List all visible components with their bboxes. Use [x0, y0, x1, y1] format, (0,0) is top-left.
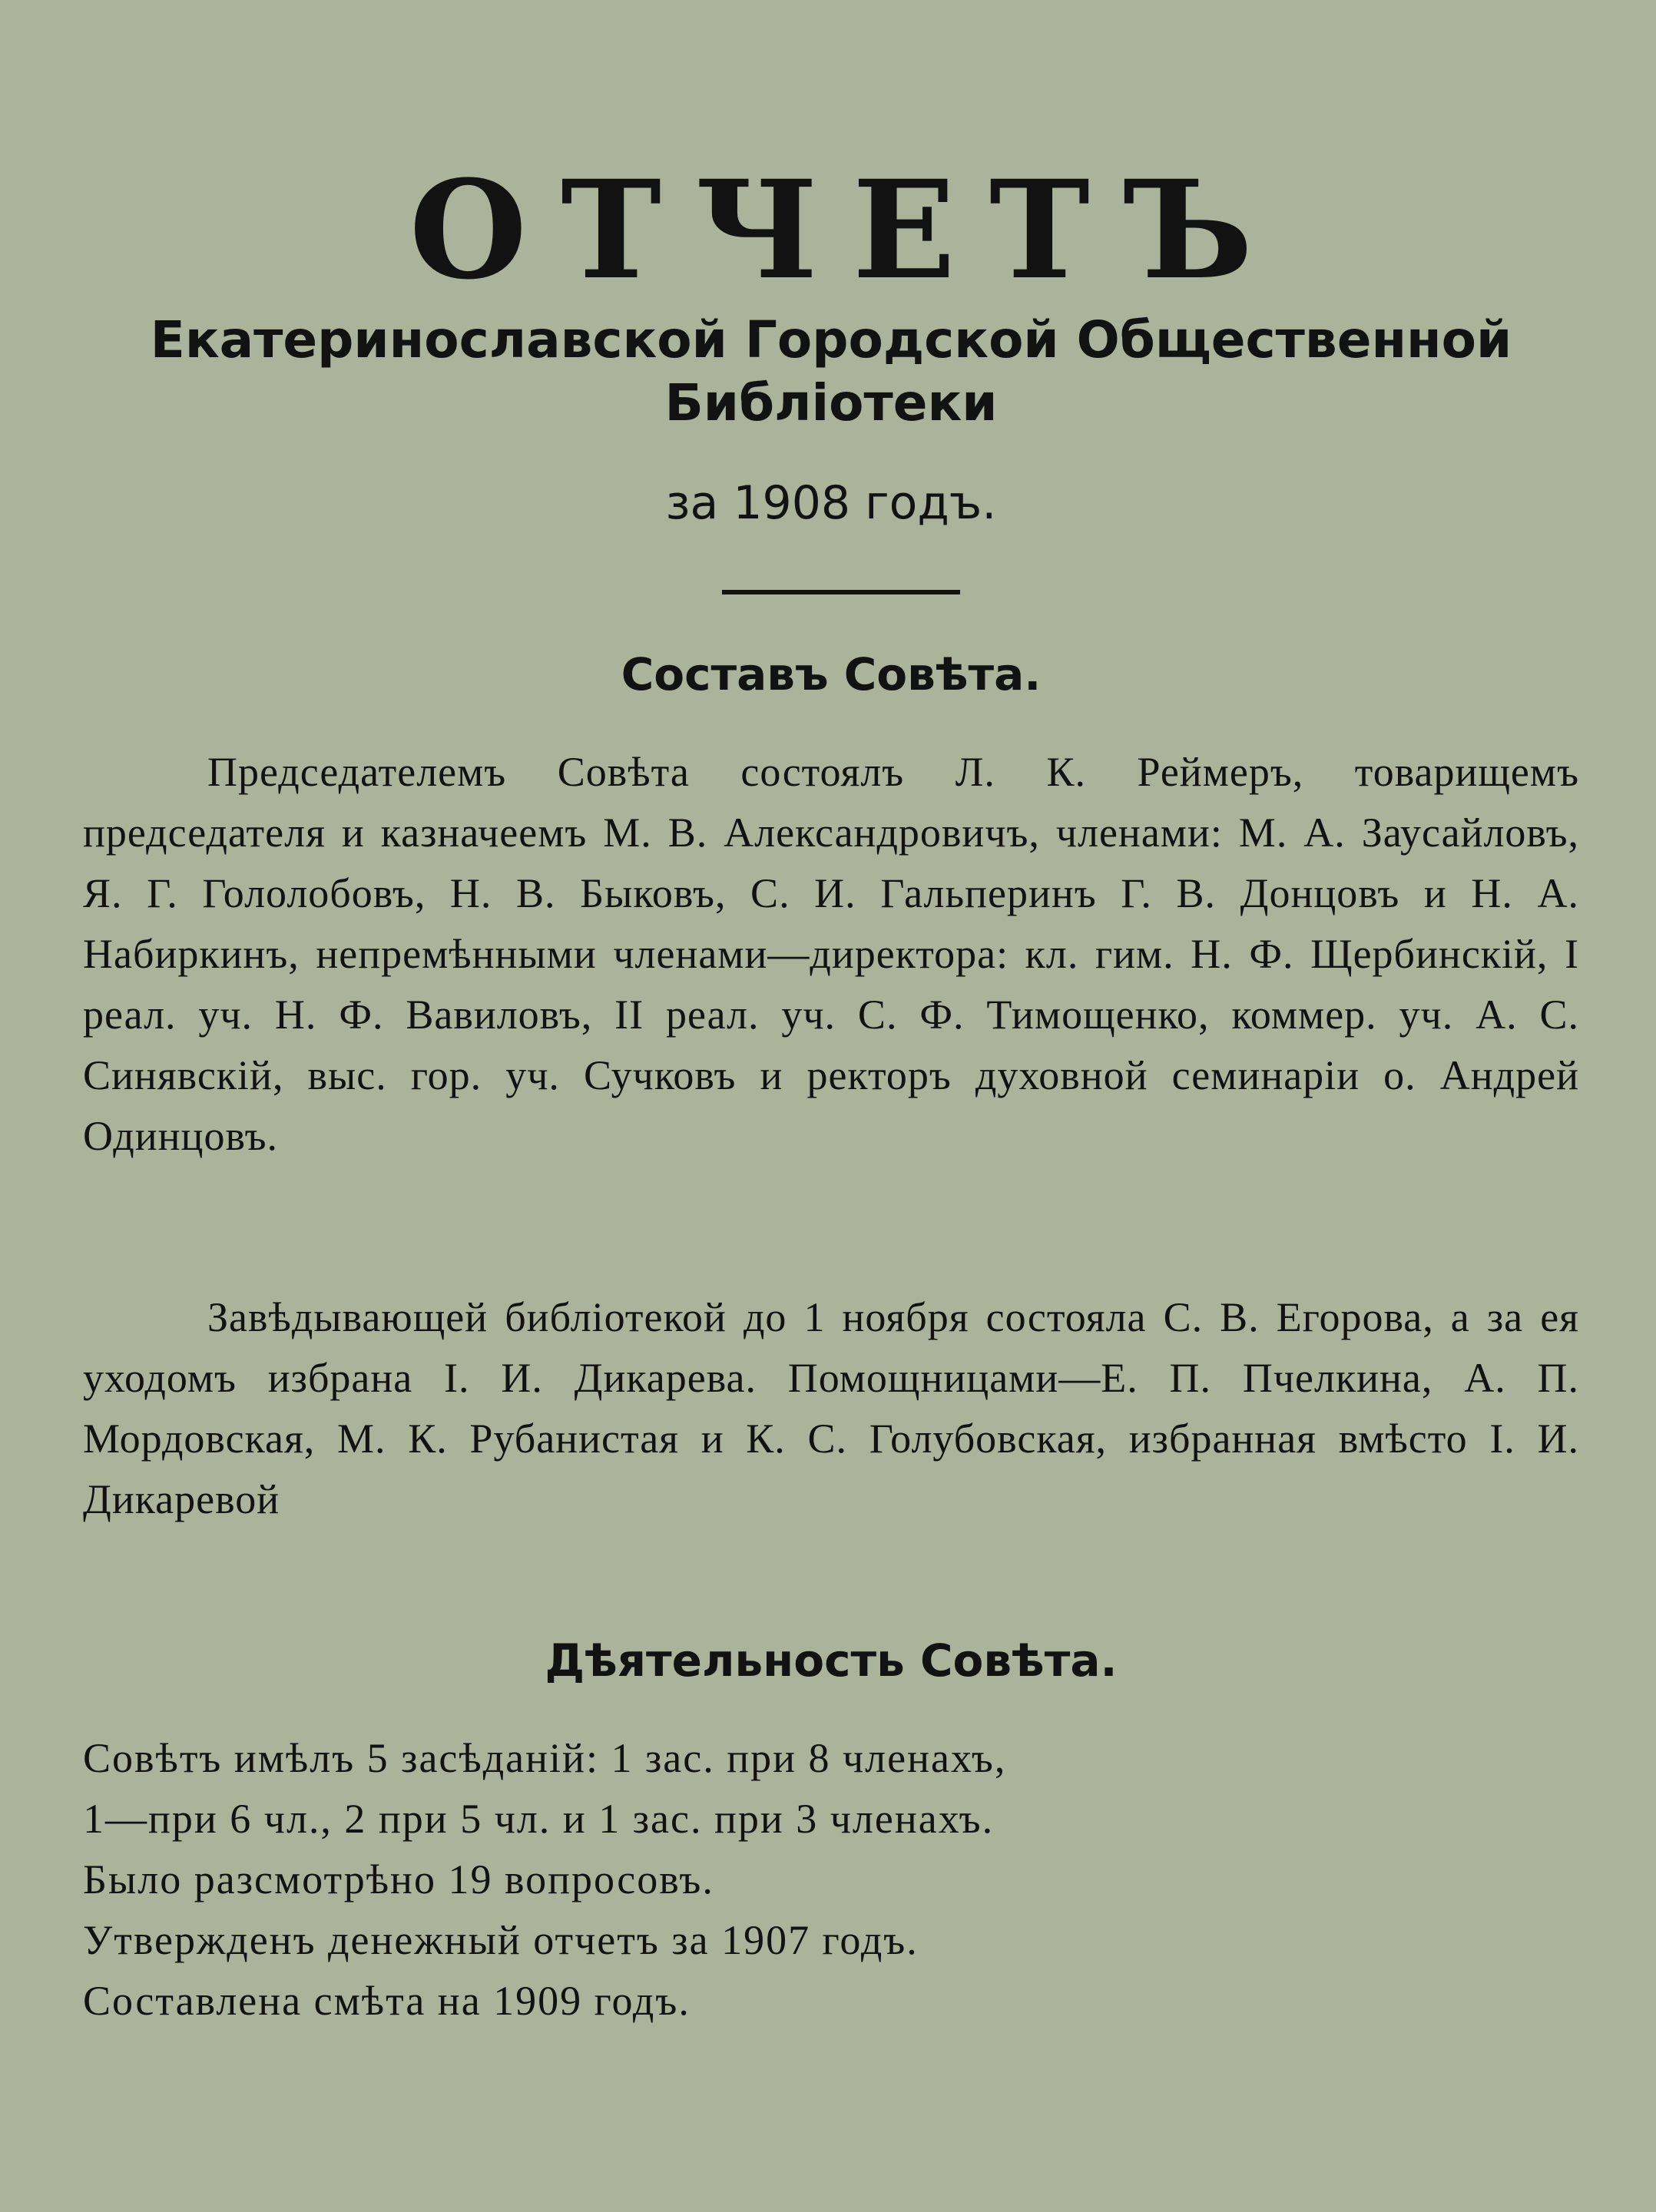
activity-line: Совѣтъ имѣлъ 5 засѣданій: 1 зас. при 8 членахъ, — [83, 1735, 1007, 1781]
report-subtitle — [83, 309, 1579, 435]
document-page — [83, 0, 1579, 2212]
activity-line: Было разсмотрѣно 19 вопросовъ. — [83, 1856, 714, 1902]
council-members-paragraph: Председателемъ Совѣта состоялъ Л. К. Реймеръ, товарищемъ председателя и казначеемъ М. В. Александровичъ, членами: М. А. Заусайловъ, Я. Г. Гололобовъ, Н. В. Быковъ, С. И. Гальперинъ Г. В. Донцовъ и Н. А. Набиркинъ, непремѣнными членами—директора: кл. гим. Н. Ф. Щербинскій, I реал. уч. Н. Ф. Вавиловъ, II реал. уч. С. Ф. Тимощенко, коммер. уч. А. С. Синявскій, выс. гор. уч. Сучковъ и ректоръ духовной семинаріи о. Андрей Одинцовъ. — [83, 749, 1579, 1159]
divider-rule — [722, 590, 960, 594]
section-heading-council-activity: Дѣятельность Совѣта. — [545, 1634, 1118, 1687]
subtitle-line-2: Библіотеки — [664, 373, 998, 432]
activity-line: Составлена смѣта на 1909 годъ. — [83, 1978, 691, 2024]
report-title: ОТЧЕТЪ — [409, 151, 1287, 310]
activity-line: 1—при 6 чл., 2 при 5 чл. и 1 зас. при 3 членахъ. — [83, 1796, 995, 1842]
subtitle-line-1: Екатеринославской Городской Общественной — [150, 310, 1512, 369]
council-activity-list — [83, 1728, 1579, 2032]
library-staff-paragraph: Завѣдывающей библіотекой до 1 ноября состояла С. В. Егорова, а за ея уходомъ избрана I. И. Дикарева. Помощницами—Е. П. Пчелкина, А. П. Мордовская, М. К. Рубанистая и К. С. Голубовская, избранная вмѣсто I. И. Дикаревой — [83, 1294, 1579, 1522]
report-year: за 1908 годъ. — [665, 476, 997, 530]
section-heading-council-composition: Составъ Совѣта. — [621, 648, 1042, 700]
activity-line: Утвержденъ денежный отчетъ за 1907 годъ. — [83, 1917, 919, 1963]
